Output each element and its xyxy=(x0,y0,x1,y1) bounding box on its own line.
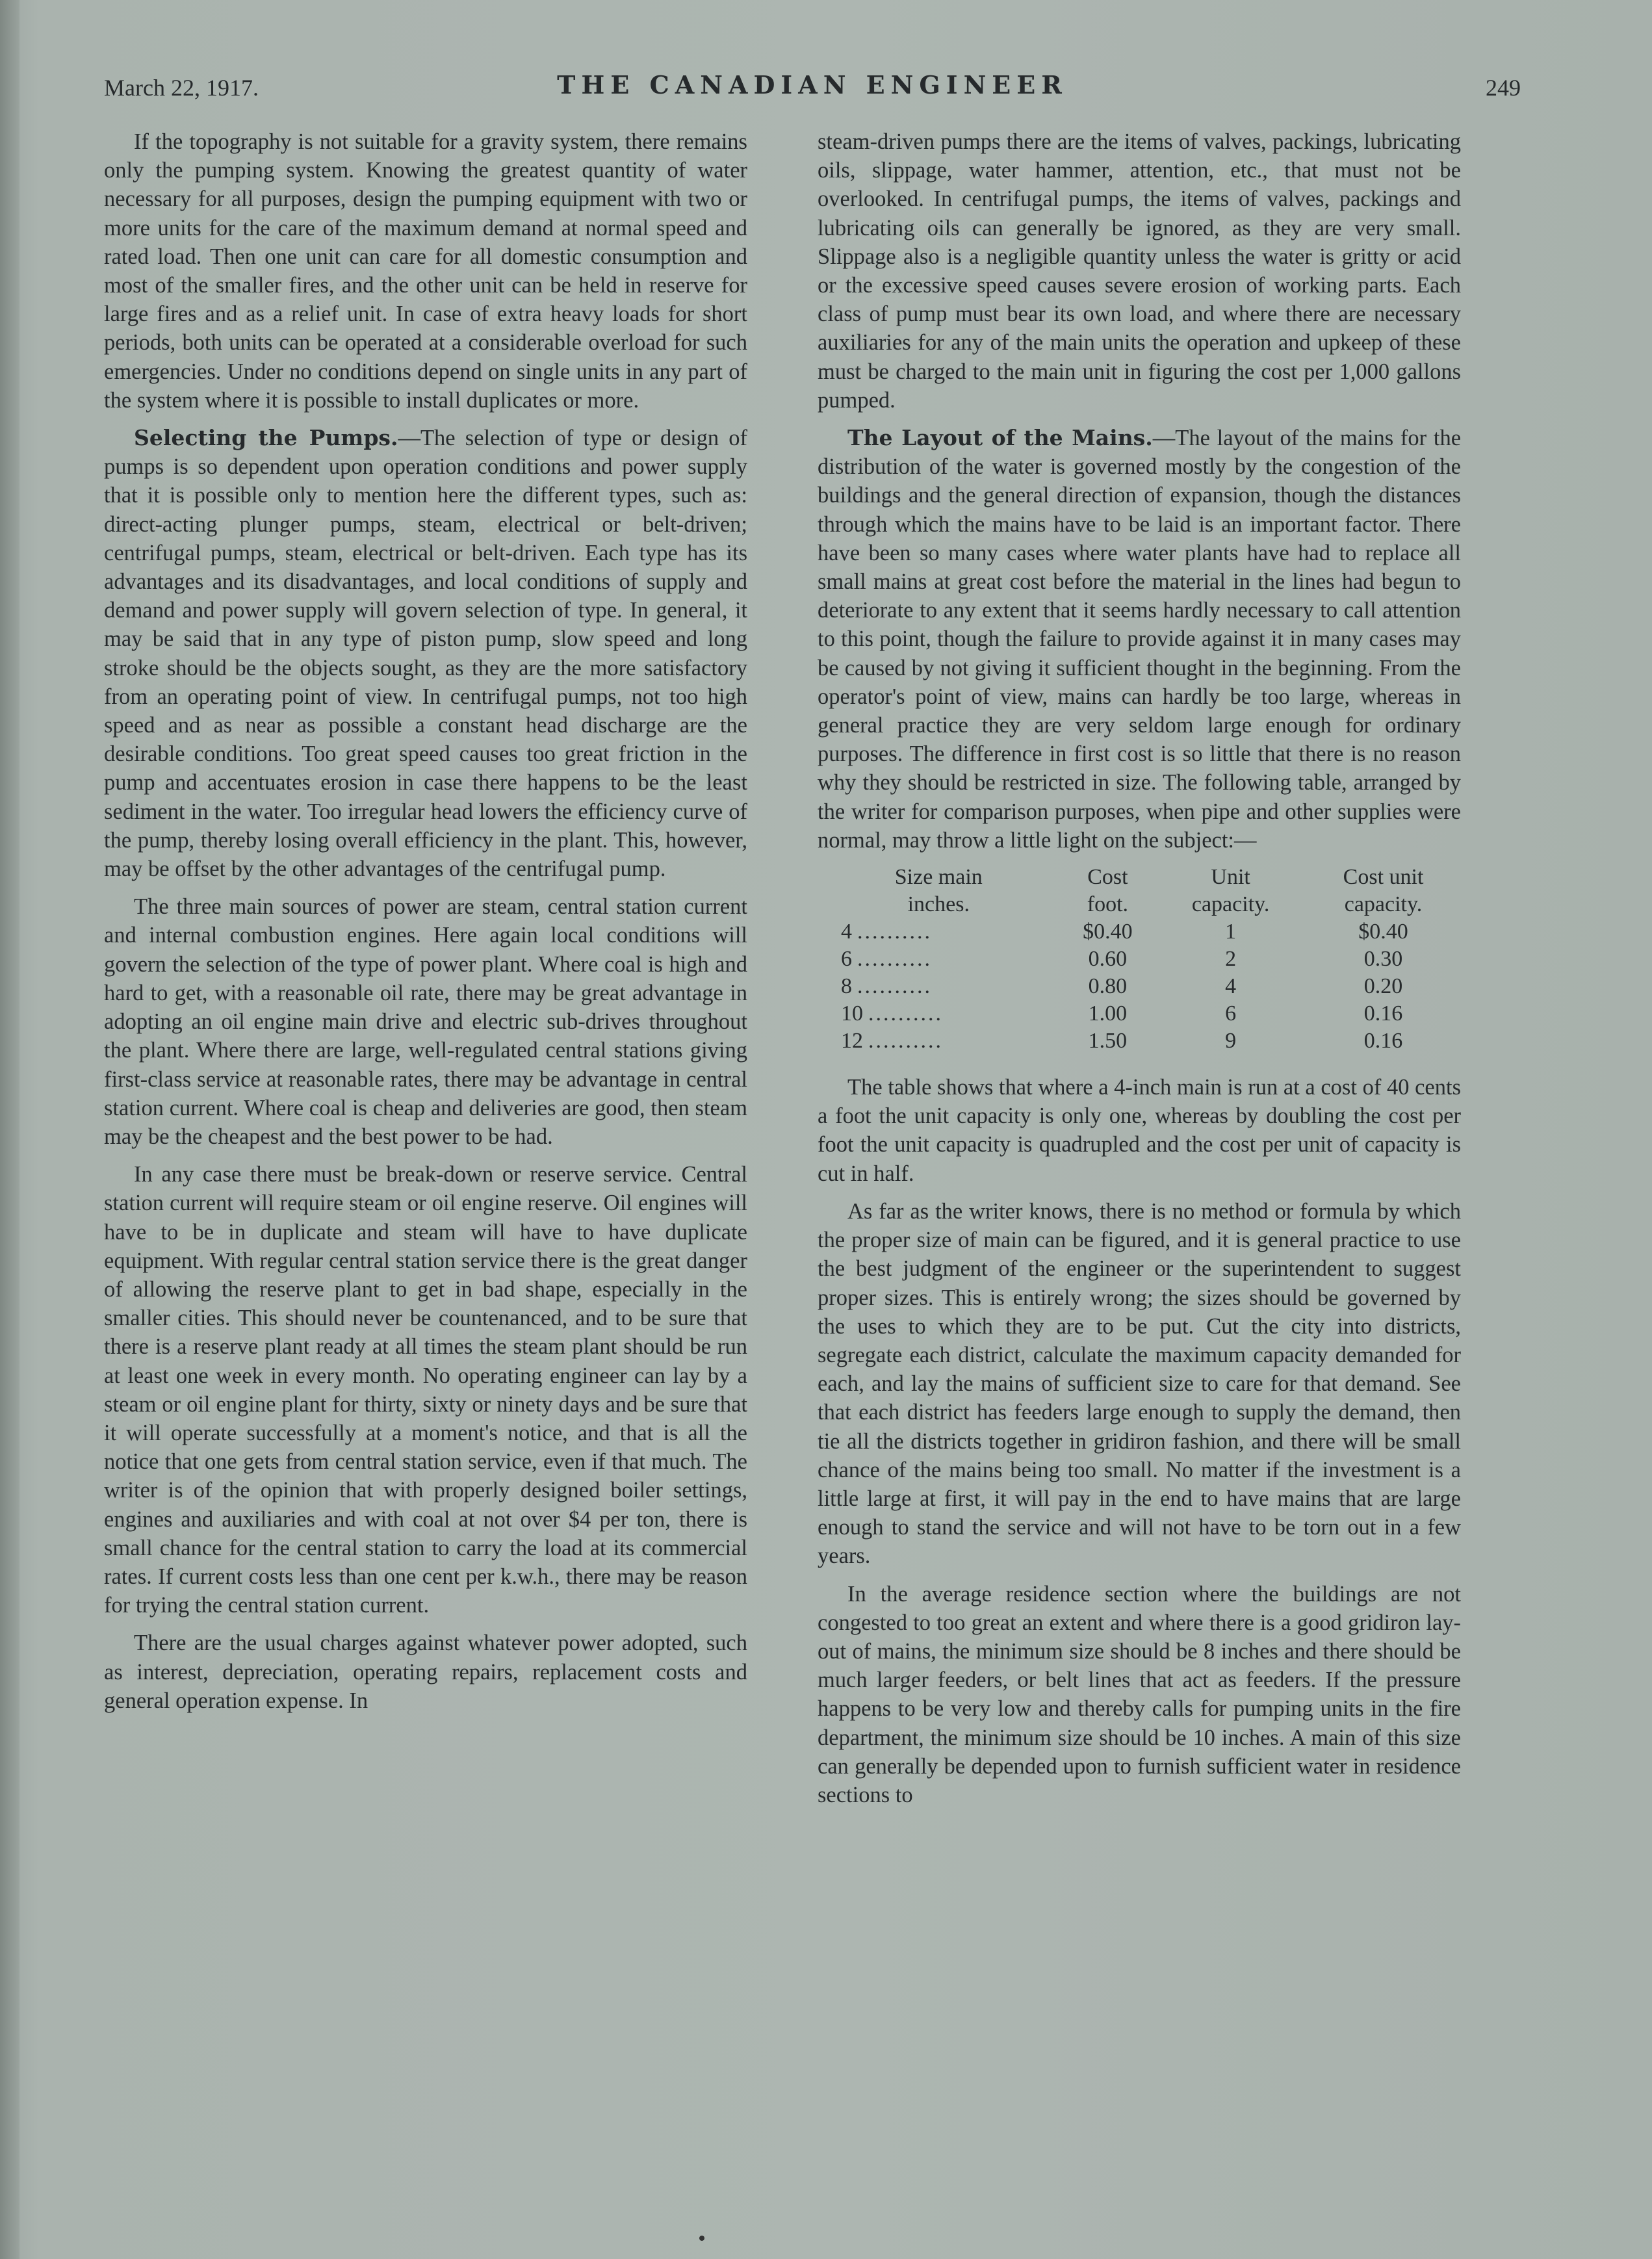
paragraph xyxy=(104,424,747,883)
page-binding-edge xyxy=(0,0,19,2259)
table-row: 8 .......... 0.80 4 0.20 xyxy=(841,974,1403,999)
page-number: 249 xyxy=(1486,75,1521,101)
table-row: 10 .......... 1.00 6 0.16 xyxy=(841,1001,1403,1026)
table-header-row xyxy=(818,864,1461,918)
table-row: 4 .......... $0.40 1 $0.40 xyxy=(841,920,1408,944)
section-heading-selecting-pumps: Selecting the Pumps. xyxy=(134,425,398,451)
paragraph: In the average residence section where the buildings are not congested to too great an extent and where there is a good gridiron lay-out of mains, the minimum size should be 8 inches and there should be much larger feeders, or belt lines that act as feeders. If the pressure happens to be very low and thereby calls for pumping units in the fire department, the minimum size should be 10 inches. A main of this size can generally be depended upon to furnish sufficient water in residence sections to xyxy=(818,1581,1461,1807)
journal-title: THE CANADIAN ENGINEER xyxy=(557,70,1068,99)
paragraph: The table shows that where a 4-inch main is run at a cost of 40 cents a foot the unit capacity is only one, whereas by doubling the cost per foot the unit capacity is quadrupled and the cost per unit of capacity is cut in half. xyxy=(818,1075,1461,1186)
paragraph-body: —The layout of the mains for the distribution of the water is governed mostly by the congestion of the buildings and the general direction of expansion, though the distances through which the mains have to be laid is an important factor. There have been so many cases where water plants have had to replace all small mains at great cost before the material in the lines had begun to deteriorate to any extent that it seems hardly necessary to call attention to this point, though the failure to provide against it in many cases may be caused by not giving it sufficient thought in the beginning. From the operator's point of view, mains can hardly be too large, whereas in general practice they are very seldom large enough for ordinary purposes. The difference in first cost is so little that there is no reason why they should be restricted in size. The following table, arranged by the writer for comparison purposes, when pipe and other supplies were normal, may throw a little light on the subject:— xyxy=(818,426,1462,853)
column-header-size: Size main inches. xyxy=(894,865,983,917)
column-header-cost: Cost foot. xyxy=(1087,865,1129,917)
paragraph: There are the usual charges against whatever power adopted, such as interest, depreciation, operating repairs, replacement costs and general operation expense. In xyxy=(104,1631,747,1713)
issue-date: March 22, 1917. xyxy=(104,75,259,101)
paragraph-continued: steam-driven pumps there are the items of valves, packings, lubricating oils, slippage, water hammer, attention, etc., that must not be overlooked. In centrifugal pumps, the items of valves, packings and lubricating oils can generally be ignored, as they are very small. Slippage also is a negligible quantity unless the water is gritty or acid or the excessive speed causes severe erosion of working parts. Each class of pump must bear its own load, and where there are necessary auxiliaries for any of the main units the operation and upkeep of these must be charged to the main unit in figuring the cost per 1,000 gallons pumped. xyxy=(818,129,1461,413)
paragraph: If the topography is not suitable for a gravity system, there remains only the pumping system. Knowing the greatest quantity of water necessary for all purposes, design the pumping equipment with two or more units for the care of the maximum demand at normal speed and rated load. Then one unit can care for all domestic consumption and most of the smaller fires, and the other unit can be held in reserve for large fires and as a relief unit. In case of extra heavy loads for short periods, both units can be operated at a considerable overload for such emergencies. Under no conditions depend on single units in any part of the system where it is possible to install duplicates or more. xyxy=(104,129,747,413)
right-column xyxy=(818,127,1461,1818)
column-header-unit: Unit capacity. xyxy=(1191,865,1270,917)
paragraph xyxy=(818,424,1461,855)
table-row: 12 .......... 1.50 9 0.16 xyxy=(841,1029,1403,1053)
column-header-cost-unit: Cost unit capacity. xyxy=(1343,865,1424,917)
ink-dot-mark xyxy=(699,2236,704,2241)
table-row: 6 .......... 0.60 2 0.30 xyxy=(841,947,1403,972)
paragraph: In any case there must be break-down or reserve service. Central station current will require steam or oil engine reserve. Oil engines will have to be in duplicate and steam will have to have duplicate equipment. With regular central station service there is the great danger of allowing the reserve plant to get in bad shape, especially in the smaller cities. This should never be countenanced, and to be sure that there is a reserve plant ready at all times the steam plant should be run at least one week in every month. No operating engineer can lay by a steam or oil engine plant for thirty, sixty or ninety days and be sure that it will operate successfully at a moment's notice, and that is all the notice that one gets from central station service, even if that much. The writer is of the opinion that with properly designed boiler settings, engines and auxiliaries and with coal at not over $4 per ton, there is small chance for the central station to carry the load at its commercial rates. If current costs less than one cent per k.w.h., there may be reason for trying the central station current. xyxy=(104,1162,747,1618)
paragraph: The three main sources of power are steam, central station current and internal combustion engines. Here again local conditions will govern the selection of the type of power plant. Where coal is high and hard to get, with a reasonable oil rate, there may be great advantage in adopting an oil engine main drive and electric sub-drives throughout the plant. Where there are large, well-regulated central stations giving first-class service at reasonable rates, there may be advantage in central station current. Where coal is cheap and deliveries are good, then steam may be the cheapest and the best power to be had. xyxy=(104,894,747,1149)
main-size-cost-table xyxy=(818,864,1461,1055)
paragraph: As far as the writer knows, there is no method or formula by which the proper size of main can be figured, and it is general practice to use the best judgment of the engineer or the superintendent to suggest proper sizes. This is entirely wrong; the sizes should be governed by the uses to which they are to be put. Cut the city into districts, segregate each district, calculate the maximum capacity demanded for each, and lay the mains of sufficient size to care for that demand. See that each district has feeders large enough to supply the demand, then tie all the districts together in gridiron fashion, and there will be small chance of the mains being too small. No matter if the investment is a little large at first, it will pay in the end to have mains that are large enough to stand the service and will not have to be torn out in a few years. xyxy=(818,1198,1461,1569)
section-heading-layout-mains: The Layout of the Mains. xyxy=(847,425,1153,451)
paragraph-body: —The selection of type or design of pumps is so dependent upon operation conditions and power supply that it is possible only to mention here the different types, such as: direct-acting plunger pumps, steam, electrical or belt-driven; centrifugal pumps, steam, electrical or belt-driven. Each type has its advantages and its disadvantages, and local conditions of supply and demand and power supply will govern selection of type. In general, it may be said that in any type of piston pump, slow speed and long stroke should be the objects sought, as they are the more satisfactory from an operating point of view. In centrifugal pumps, not too high speed and as near as possible a constant head discharge are the desirable conditions. Too great speed causes too great friction in the pump and accentuates erosion in case there happens to be the least sediment in the water. Too irregular head lowers the efficiency curve of the pump, thereby losing overall efficiency in the plant. This, however, may be offset by the other advantages of the centrifugal pump. xyxy=(104,426,747,882)
left-column xyxy=(104,127,747,1724)
page-header xyxy=(104,70,1521,109)
